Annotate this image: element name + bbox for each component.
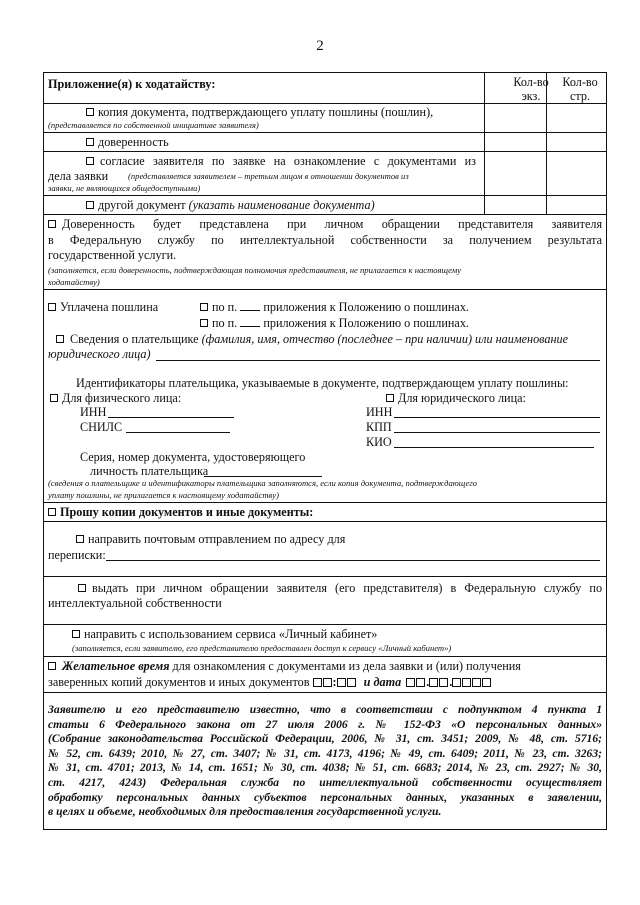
- kio-field[interactable]: [394, 447, 594, 448]
- fee-item-2-blank[interactable]: [240, 316, 260, 327]
- in-person-line2: интеллектуальной собственности: [48, 596, 222, 610]
- poa-text-line1: Доверенность будет представлена при личном обращении представителя заявителя: [48, 217, 602, 231]
- pages-col-header-1: Кол-во: [562, 75, 598, 89]
- cabinet-note: (заполняется, если заявителю, его представителю предоставлен доступ к сервису «Личный кабинет»): [72, 643, 452, 653]
- kpp-field[interactable]: [394, 432, 600, 433]
- identifiers-title: Идентификаторы плательщика, указываемые в документе, подтверждающем уплату пошлины:: [76, 376, 569, 390]
- correspondence-label: переписки:: [48, 548, 106, 562]
- fee-copy-checkbox[interactable]: [86, 108, 94, 116]
- payer-info-item: [56, 332, 568, 346]
- preferred-time-row: [44, 657, 606, 693]
- kio-label: КИО: [366, 435, 392, 449]
- payer-name-field[interactable]: [156, 360, 600, 361]
- fee-copy-note: (представляется по собственной инициативе заявителя): [48, 120, 259, 130]
- fee-copy-label: копия документа, подтверждающего уплату пошлины (пошлин),: [98, 105, 434, 119]
- fee-copy-item: [86, 105, 433, 119]
- payer-info-italic: (фамилия, имя, отчество (последнее – при наличии) или наименование: [201, 332, 569, 346]
- in-person-line1: выдать при личном обращении заявителя (его представителя) в Федеральную службу по: [78, 581, 602, 595]
- payer-info-italic-2: юридического лица): [48, 347, 151, 361]
- inn-field-legal[interactable]: [394, 417, 600, 418]
- copies-col-header-2: экз.: [521, 89, 541, 103]
- fee-item-2-checkbox[interactable]: [200, 319, 208, 327]
- consent-line: в целях и объеме, необходимых для предоставления государственной услуги.: [48, 805, 442, 819]
- in-person-checkbox[interactable]: [78, 584, 86, 592]
- poa-note-1: (заполняется, если доверенность, подтверждающая полномочия представителя, не прилагается к настоящему: [48, 265, 462, 275]
- column-divider: [546, 73, 547, 215]
- consent-item: согласие заявителя по заявке на ознакомление с документами из: [86, 154, 476, 168]
- poa-label: доверенность: [98, 135, 169, 149]
- consent-line: № 52, ст. 6439; 2010, № 27, ст. 3407; № 31, ст. 4173, 4196; № 49, ст. 6409; 2011, № 23, ст. 3263;: [48, 746, 602, 760]
- snils-label: СНИЛС: [80, 420, 123, 434]
- inn-label-legal: ИНН: [366, 405, 393, 419]
- other-doc-note: (указать наименование документа): [188, 198, 375, 212]
- consent-line: (Собрание законодательства Российской Федерации, 2006, № 31, ст. 3451; 2009, № 48, ст. 5716;: [48, 732, 602, 746]
- legal-checkbox[interactable]: [386, 394, 394, 402]
- fee-item-1: по п. приложения к Положению о пошлинах.: [200, 300, 469, 314]
- consent-checkbox[interactable]: [86, 157, 94, 165]
- fee-block: [44, 290, 606, 503]
- in-person-row: [44, 577, 606, 625]
- consent-line: обработку персональных данных субъектов персональных данных, указанных в заявлении,: [48, 790, 602, 804]
- time-field[interactable]: :: [313, 675, 357, 689]
- poa-text-line2: в Федеральную службу по интеллектуальной собственности за получением результата: [48, 233, 603, 247]
- consent-line: Заявителю и его представителю известно, что в соответствии с подпунктом 4 пункта 1: [48, 703, 602, 716]
- cabinet-checkbox[interactable]: [72, 630, 80, 638]
- other-doc-item: [86, 198, 375, 212]
- attachments-header: Приложение(я) к ходатайству:: [48, 77, 216, 91]
- id-doc-label-1: Серия, номер документа, удостоверяющего: [80, 450, 306, 464]
- attachment-row-fee-copy: [44, 104, 606, 133]
- payer-info-checkbox[interactable]: [56, 335, 64, 343]
- attachments-header-row: [44, 73, 606, 104]
- poa-block: [44, 215, 606, 290]
- poa-note-2: ходатайству): [48, 277, 100, 287]
- other-doc-label: другой документ: [98, 198, 186, 212]
- consent-line2: дела заявки: [48, 169, 109, 183]
- consent-note-1: (представляется заявителем – третьим лицом в отношении документов из: [128, 171, 409, 181]
- poa-item: [86, 135, 169, 149]
- id-doc-label-2: личность плательщика: [90, 464, 209, 478]
- copies-request-checkbox[interactable]: [48, 508, 56, 516]
- attachment-row-poa: [44, 133, 606, 152]
- page-number: 2: [316, 38, 324, 54]
- copies-request-item: Прошу копии документов и иные документы:: [48, 505, 313, 519]
- consent-line: № 31, ст. 4701; 2013, № 14, ст. 1651; № 30, ст. 4038; № 51, ст. 6683; 2014, № 23, ст. 2927; № 30,: [48, 761, 602, 775]
- attachment-row-consent: [44, 152, 606, 196]
- poa-block-checkbox[interactable]: [48, 220, 56, 228]
- inn-label-individual: ИНН: [80, 405, 107, 419]
- petition-form: [43, 72, 607, 830]
- fee-paid-item: [48, 300, 158, 314]
- personal-data-consent: [44, 693, 606, 829]
- poa-checkbox[interactable]: [86, 138, 94, 146]
- consent-note-2: заявки, не являющихся общедоступными): [48, 183, 201, 193]
- legal-item: Для юридического лица:: [386, 391, 526, 405]
- preferred-time-checkbox[interactable]: [48, 662, 56, 670]
- preferred-time-label: Желательное время: [62, 659, 170, 673]
- mail-address-field[interactable]: [106, 560, 600, 561]
- fee-paid-checkbox[interactable]: [48, 303, 56, 311]
- individual-item: Для физического лица:: [50, 391, 181, 405]
- by-mail-item: направить почтовым отправлением по адресу для: [76, 532, 345, 546]
- attachment-row-other: [44, 196, 606, 215]
- fee-item-1-checkbox[interactable]: [200, 303, 208, 311]
- date-field[interactable]: . .: [406, 675, 492, 689]
- poa-text-line3: государственной услуги.: [48, 248, 177, 262]
- fee-note-2: уплату пошлины, не прилагается к настоящему ходатайству): [48, 490, 279, 500]
- fee-paid-label: Уплачена пошлина: [60, 300, 159, 314]
- cabinet-row: [44, 625, 606, 657]
- column-divider: [484, 73, 485, 215]
- snils-field[interactable]: [126, 432, 230, 433]
- pages-col-header-2: стр.: [569, 89, 591, 103]
- fee-item-1-blank[interactable]: [240, 300, 260, 311]
- copies-col-header-1: Кол-во: [513, 75, 549, 89]
- copies-request-title-row: [44, 503, 606, 522]
- payer-info-label: Сведения о плательщике: [70, 332, 199, 346]
- individual-checkbox[interactable]: [50, 394, 58, 402]
- by-mail-row: [44, 522, 606, 577]
- fee-item-2: по п. приложения к Положению о пошлинах.: [200, 316, 469, 330]
- other-doc-checkbox[interactable]: [86, 201, 94, 209]
- id-doc-field[interactable]: [204, 476, 322, 477]
- consent-line: ст. 4217, 4243) Федеральная служба по интеллектуальной собственности осуществляет: [48, 775, 602, 789]
- cabinet-item: направить с использованием сервиса «Личный кабинет»: [72, 627, 377, 641]
- kpp-label: КПП: [366, 420, 392, 434]
- fee-note-1: (сведения о плательщике и идентификаторы плательщика заполняются, если копия документа, подтверждающего: [48, 478, 477, 488]
- consent-line: статьи 6 Федерального закона от 27 июля 2006 г. № 152-ФЗ «О персональных данных»: [48, 717, 602, 731]
- by-mail-checkbox[interactable]: [76, 535, 84, 543]
- preferred-time-line1: Желательное время для ознакомления с документами из дела заявки и (или) получения: [48, 659, 521, 673]
- preferred-time-line2: заверенных копий документов и иных документов : и дата . .: [48, 675, 492, 689]
- inn-field-individual[interactable]: [108, 417, 234, 418]
- consent-paragraph: [48, 703, 602, 820]
